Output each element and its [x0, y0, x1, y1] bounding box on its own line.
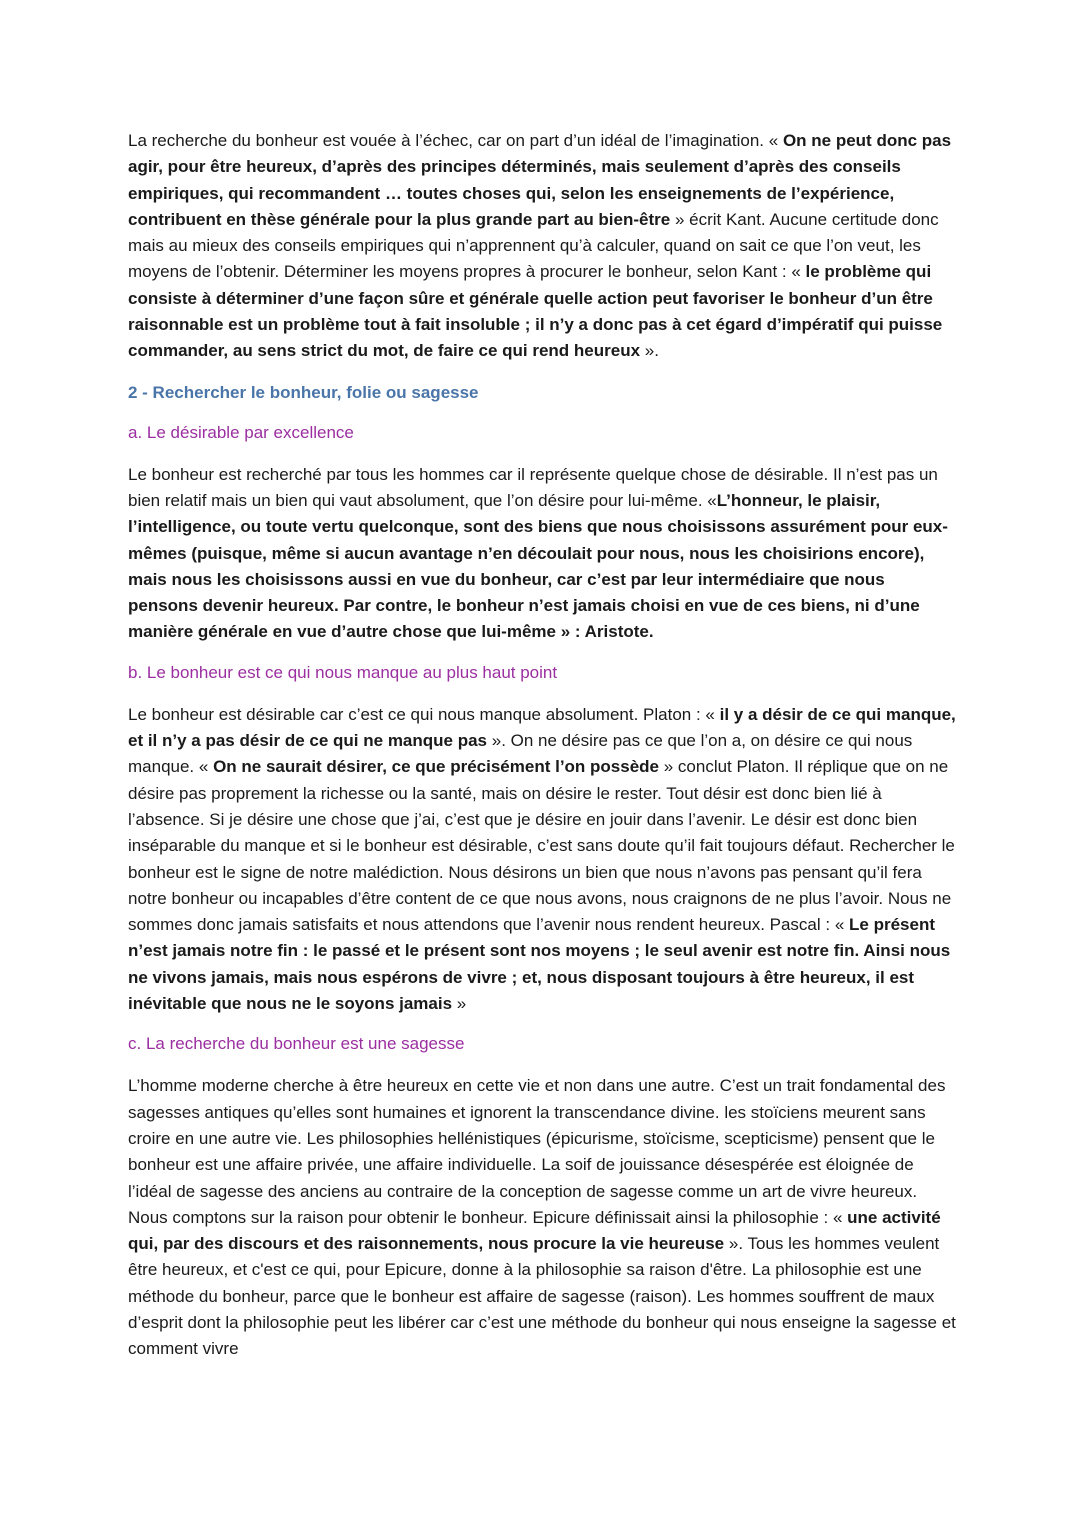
kant-quote-2: le problème qui consiste à déterminer d’une façon sûre et générale quelle action peut favoriser le bonheur d’un être raisonnable est un problème tout à fait insoluble ; il n’y a donc pas à cet égard d’impératif qui puisse commander, au sens strict du mot, de faire ce qui rend heureux: [128, 262, 943, 361]
intro-paragraph: [128, 128, 958, 365]
pascal-quote: Le présent n’est jamais notre fin : le passé et le présent sont nos moyens ; le seul avenir est notre fin. Ainsi nous ne vivons jamais, mais nous espérons de vivre ; et, nous disposant toujours à être heureux, il est inévitable que nous ne le soyons jamais: [128, 915, 951, 1014]
sub-b-text-1: Le bonheur est désirable car c’est ce qui nous manque absolument. Platon : «: [128, 704, 720, 724]
subsection-c-paragraph: [128, 1073, 958, 1362]
kant-quote-1: On ne peut donc pas agir, pour être heureux, d’après des principes déterminés, mais seulement d’après des conseils empiriques, qui recommandent … toutes choses qui, selon les enseignements de l’expérience, contribuent en thèse générale pour la plus grande part au bien-être: [128, 131, 952, 229]
document-page: [128, 128, 958, 1363]
sub-b-text-3: » conclut Platon. Il réplique que on ne désire pas proprement la richesse ou la santé, mais on désire le rester. Tout désir est donc bien lié à l’absence. Si je désire une chose que j’ai, c’est que je désire en jouir dans l’avenir. Le désir est donc bien inséparable du manque et si le bonheur est désirable, c’est sans doute qu’il fait toujours défaut. Rechercher le bonheur est le signe de notre malédiction. Nous désirons un bien que nous n’avons pas pensant qu’il fera notre bonheur ou incapables d’être content de ce que nous avons, nous craignons de ne plus l’avoir. Nous ne sommes donc jamais satisfaits et nous attendons que l’avenir nous rendent heureux. Pascal : «: [128, 757, 955, 935]
intro-text-2: » écrit Kant. Aucune certitude donc mais au mieux des conseils empiriques qui n’apprennent qu’à calculer, quand on sait ce que l’on veut, les moyens de l’obtenir. Déterminer les moyens propres à procurer le bonheur, selon Kant : «: [128, 209, 939, 282]
epicure-quote: une activité qui, par des discours et des raisonnements, nous procure la vie heureuse: [128, 1207, 941, 1254]
subsection-b-heading: b. Le bonheur est ce qui nous manque au plus haut point: [128, 662, 558, 682]
section-2-heading: 2 - Rechercher le bonheur, folie ou sagesse: [128, 382, 479, 402]
sub-c-text-2: ». Tous les hommes veulent être heureux, et c'est ce qui, pour Epicure, donne à la philosophie sa raison d'être. La philosophie est une méthode du bonheur, parce que le bonheur est affaire de sagesse (raison). Les hommes souffrent de maux d’esprit dont la philosophie peut les libérer car c’est une méthode du bonheur qui nous enseigne la sagesse et comment vivre: [128, 1234, 956, 1359]
intro-text-1: La recherche du bonheur est vouée à l’échec, car on part d’un idéal de l’imagination. «: [128, 131, 783, 150]
platon-quote-1: il y a désir de ce qui manque, et il n’y a pas désir de ce qui ne manque pas: [128, 704, 956, 751]
intro-text-3: ».: [640, 341, 659, 361]
subsection-b-paragraph: [128, 702, 958, 1018]
platon-quote-2: On ne saurait désirer, ce que précisément l’on possède: [213, 757, 660, 777]
subsection-c-heading: c. La recherche du bonheur est une sagesse: [128, 1034, 465, 1054]
aristote-quote: L’honneur, le plaisir, l’intelligence, ou toute vertu quelconque, sont des biens que nous choisissons assurément pour eux-mêmes (puisque, même si aucun avantage n’en découlait pour nous, nous les choisirions encore), mais nous les choisissons aussi en vue du bonheur, car c’est par leur intermédiaire que nous pensons devenir heureux. Par contre, le bonheur n’est jamais choisi en vue de ces biens, ni d’une manière générale en vue d’autre chose que lui-même » : Aristote.: [128, 490, 948, 642]
subsection-a-paragraph: [128, 462, 958, 646]
sub-b-text-2: ». On ne désire pas ce que l’on a, on désire ce qui nous manque. «: [128, 731, 913, 777]
sub-c-text-1: L’homme moderne cherche à être heureux en cette vie et non dans une autre. C’est un trait fondamental des sagesses antiques qu’elles sont humaines et ignorent la transcendance divine. les stoïciens meurent sans croire en une autre vie. Les philosophies hellénistiques (épicurisme, stoïcisme, scepticisme) pensent que le bonheur est une affaire privée, une affaire individuelle. La soif de jouissance désespérée est éloignée de l’idéal de sagesse des anciens au contraire de la conception de sagesse comme un art de vivre heureux. Nous comptons sur la raison pour obtenir le bonheur. Epicure définissait ainsi la philosophie : «: [128, 1076, 946, 1227]
subsection-a-heading: a. Le désirable par excellence: [128, 422, 354, 442]
sub-b-text-4: »: [452, 994, 467, 1014]
sub-a-text-1: Le bonheur est recherché par tous les hommes car il représente quelque chose de désirable. Il n’est pas un bien relatif mais un bien qui vaut absolument, que l’on désire pour lui-même. «: [128, 464, 938, 510]
